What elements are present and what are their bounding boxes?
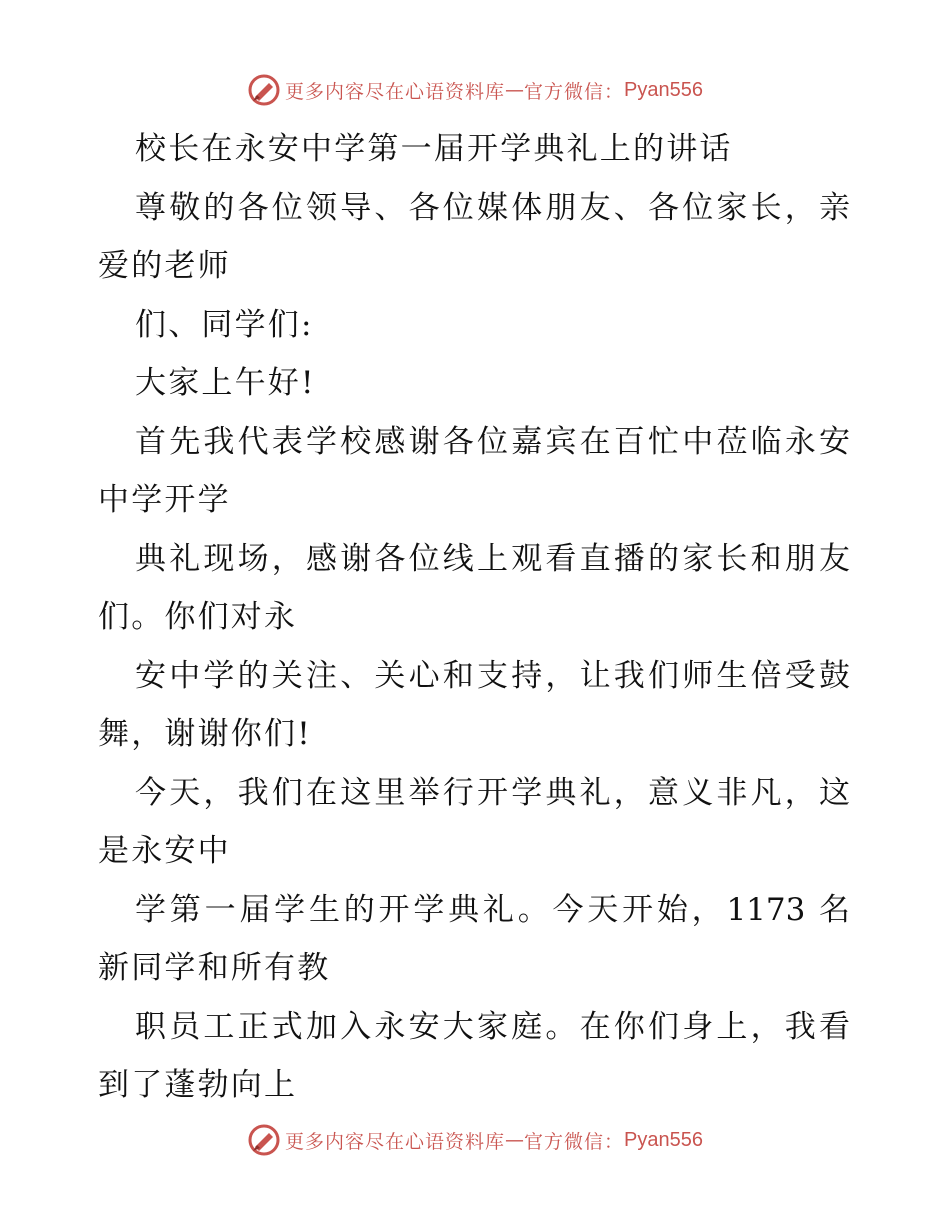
text-line: 大家上午好! bbox=[135, 365, 316, 401]
footer-banner bbox=[0, 1120, 950, 1160]
text-line: 到了蓬勃向上 bbox=[98, 1067, 298, 1103]
text-line: 中学开学 bbox=[98, 482, 231, 518]
text-line: 们。你们对永 bbox=[98, 599, 298, 635]
banner-wechat-label: 官方微信： bbox=[524, 80, 625, 103]
text-line: 首先我代表学校感谢各位嘉宾在百忙中莅临永安 bbox=[135, 423, 850, 460]
text-line: 舞，谢谢你们! bbox=[98, 716, 312, 752]
banner-site-text: 更多内容尽在心语资料库 bbox=[285, 80, 506, 103]
banner-wechat-label: 官方微信： bbox=[524, 1130, 625, 1153]
pen-logo-icon bbox=[247, 1123, 281, 1157]
banner-dash: — bbox=[505, 79, 525, 101]
text-line: 学第一届学生的开学典礼。今天开始，1173 名 bbox=[135, 891, 850, 928]
banner-dash: — bbox=[505, 1129, 525, 1151]
pen-logo-icon bbox=[247, 73, 281, 107]
header-banner bbox=[0, 70, 950, 110]
banner-wechat-id: Pyan556 bbox=[624, 1128, 703, 1151]
text-line: 今天，我们在这里举行开学典礼，意义非凡，这 bbox=[135, 774, 850, 811]
banner-wechat-id: Pyan556 bbox=[624, 78, 703, 101]
text-line: 新同学和所有教 bbox=[98, 950, 331, 986]
text-line: 是永安中 bbox=[98, 833, 231, 869]
text-line: 尊敬的各位领导、各位媒体朋友、各位家长，亲 bbox=[135, 189, 850, 226]
text-line: 安中学的关注、关心和支持，让我们师生倍受鼓 bbox=[135, 657, 850, 694]
banner-site-text: 更多内容尽在心语资料库 bbox=[285, 1130, 506, 1153]
text-line: 爱的老师 bbox=[98, 248, 231, 284]
text-line: 校长在永安中学第一届开学典礼上的讲话 bbox=[135, 131, 733, 167]
text-line: 职员工正式加入永安大家庭。在你们身上，我看 bbox=[135, 1008, 850, 1045]
document-body bbox=[98, 120, 850, 1115]
text-line: 典礼现场，感谢各位线上观看直播的家长和朋友 bbox=[135, 540, 850, 577]
text-line: 们、同学们: bbox=[135, 306, 314, 343]
